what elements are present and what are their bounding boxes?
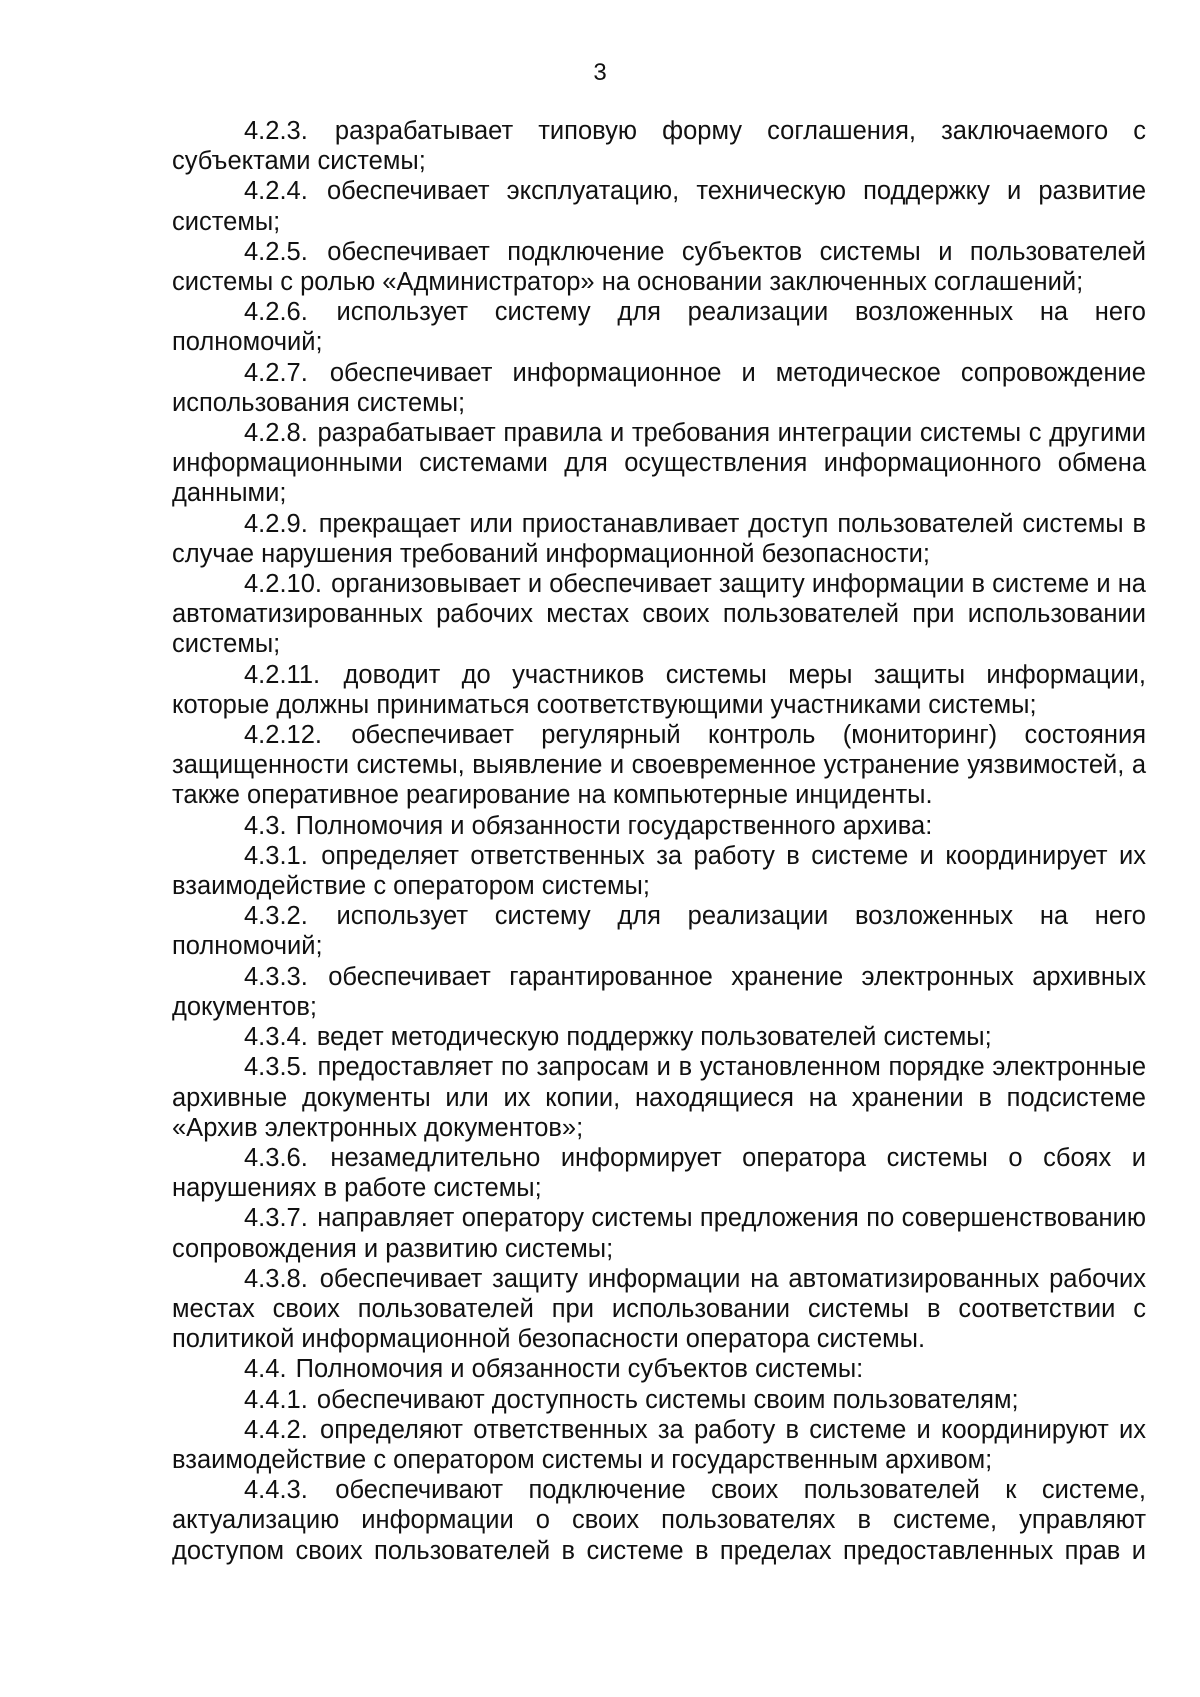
document-body xyxy=(172,116,1146,1566)
paragraph-number: 4.2.3. xyxy=(244,117,308,145)
paragraph xyxy=(172,509,1146,569)
paragraph-text: обеспечивает регулярный контроль (мониторинг) состояния защищенности системы, выявление и своевременное устранение уязвимостей, а также оперативное реагирование на компьютерные инциденты. xyxy=(172,721,1146,810)
paragraph-text: направляет оператору системы предложения по совершенствованию сопровождения и развитию системы; xyxy=(172,1204,1146,1263)
paragraph-text: предоставляет по запросам и в установленном порядке электронные архивные документы или их копии, находящиеся на хранении в подсистеме «Архив электронных документов»; xyxy=(172,1053,1146,1142)
paragraph xyxy=(172,358,1146,418)
paragraph xyxy=(172,811,1146,841)
paragraph-text: разрабатывает типовую форму соглашения, заключаемого с субъектами системы; xyxy=(172,117,1146,176)
paragraph-number: 4.4. xyxy=(244,1355,287,1384)
paragraph-number: 4.3.7. xyxy=(244,1204,308,1233)
paragraph-number: 4.2.10. xyxy=(244,570,322,599)
paragraph-text: ведет методическую поддержку пользователей системы; xyxy=(316,1023,992,1052)
paragraph-number: 4.2.4. xyxy=(244,177,308,206)
paragraph xyxy=(172,1475,1146,1566)
paragraph xyxy=(172,1385,1146,1415)
paragraph-number: 4.3.4. xyxy=(244,1023,308,1052)
paragraph-number: 4.3.8. xyxy=(244,1264,308,1293)
paragraph-text: разрабатывает правила и требования интеграции системы с другими информационными системами для осуществления информационного обмена данными; xyxy=(172,419,1146,508)
paragraph xyxy=(172,237,1146,297)
paragraph-text: незамедлительно информирует оператора системы о сбоях и нарушениях в работе системы; xyxy=(172,1143,1146,1203)
paragraph xyxy=(172,1415,1146,1475)
paragraph-text: использует систему для реализации возложенных на него полномочий; xyxy=(172,298,1146,357)
paragraph-text: Полномочия и обязанности государственного архива: xyxy=(295,811,933,840)
paragraph xyxy=(172,116,1146,176)
paragraph xyxy=(172,418,1146,509)
paragraph-text: обеспечивают доступность системы своим пользователям; xyxy=(316,1385,1019,1414)
paragraph-text: прекращает или приостанавливает доступ пользователей системы в случае нарушения требований информационной безопасности; xyxy=(172,509,1146,568)
paragraph-text: определяет ответственных за работу в системе и координирует их взаимодействие с оператором системы; xyxy=(172,841,1147,901)
paragraph-text: обеспечивает информационное и методическое сопровождение использования системы; xyxy=(172,358,1146,417)
paragraph-text: определяют ответственных за работу в системе и координируют их взаимодействие с оператором системы и государственным архивом; xyxy=(172,1415,1146,1474)
paragraph xyxy=(172,569,1146,660)
paragraph-number: 4.3. xyxy=(244,811,287,840)
paragraph-number: 4.3.3. xyxy=(244,962,308,991)
paragraph xyxy=(172,1264,1146,1355)
paragraph-text: обеспечивает защиту информации на автоматизированных рабочих местах своих пользователей при использовании системы в соответствии с политикой информационной безопасности оператора системы. xyxy=(172,1264,1146,1354)
paragraph-text: доводит до участников системы меры защиты информации, которые должны приниматься соответствующими участниками системы; xyxy=(172,660,1146,719)
paragraph xyxy=(172,1022,1146,1052)
paragraph xyxy=(172,297,1146,357)
paragraph-number: 4.3.2. xyxy=(244,902,308,931)
paragraph xyxy=(172,660,1146,720)
paragraph-number: 4.4.1. xyxy=(244,1385,308,1414)
paragraph-text: организовывает и обеспечивает защиту информации в системе и на автоматизированных рабочих местах своих пользователей при использовании системы; xyxy=(172,570,1146,659)
paragraph-number: 4.4.2. xyxy=(244,1415,308,1444)
paragraph xyxy=(172,1143,1146,1203)
paragraph-number: 4.2.12. xyxy=(244,721,322,750)
paragraph xyxy=(172,1052,1146,1143)
page-number: 3 xyxy=(593,59,607,86)
paragraph-number: 4.2.6. xyxy=(244,298,308,327)
paragraph xyxy=(172,720,1146,811)
paragraph-number: 4.3.1. xyxy=(244,841,308,870)
paragraph-text: обеспечивает подключение субъектов системы и пользователей системы с ролью «Администратор» на основании заключенных соглашений; xyxy=(172,237,1146,297)
paragraph-number: 4.2.9. xyxy=(244,509,308,538)
paragraph xyxy=(172,901,1146,961)
paragraph-number: 4.2.5. xyxy=(244,237,308,266)
paragraph-text: обеспечивает эксплуатацию, техническую поддержку и развитие системы; xyxy=(172,177,1147,236)
paragraph-number: 4.3.6. xyxy=(244,1143,308,1172)
paragraph-text: обеспечивают подключение своих пользователей к системе, актуализацию информации о своих пользователях в системе, управляют доступом своих пользователей в системе в пределах предоставленных прав и xyxy=(172,1476,1146,1565)
paragraph xyxy=(172,1354,1146,1384)
paragraph-text: обеспечивает гарантированное хранение электронных архивных документов; xyxy=(172,962,1146,1021)
paragraph-text: использует систему для реализации возложенных на него полномочий; xyxy=(172,902,1146,961)
paragraph-number: 4.4.3. xyxy=(244,1476,308,1505)
paragraph-number: 4.3.5. xyxy=(244,1053,308,1082)
paragraph xyxy=(172,1203,1146,1263)
paragraph-number: 4.2.8. xyxy=(244,419,308,448)
paragraph-text: Полномочия и обязанности субъектов системы: xyxy=(295,1355,864,1384)
paragraph xyxy=(172,841,1146,901)
paragraph xyxy=(172,962,1146,1022)
paragraph-number: 4.2.11. xyxy=(244,660,321,689)
paragraph xyxy=(172,176,1146,236)
paragraph-number: 4.2.7. xyxy=(244,358,308,387)
